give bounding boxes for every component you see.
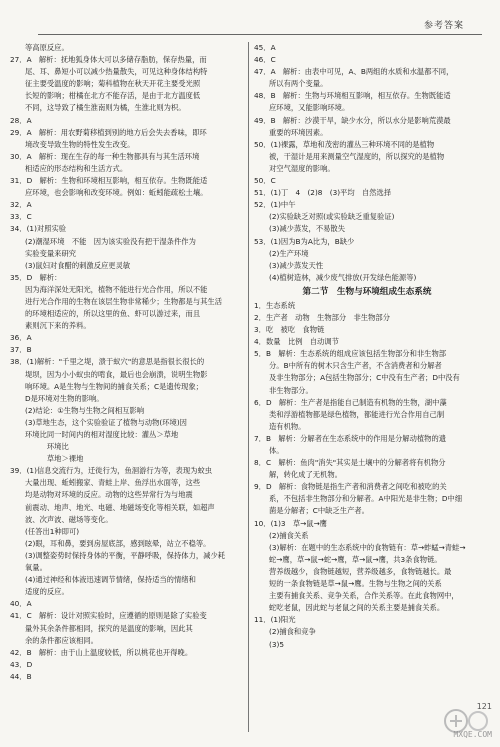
answer-line: 蛇吃老鼠，因此蛇与老鼠之间的关系主要是捕食关系。 [269,603,445,613]
answer-line: 长短的影响；柑橘在北方不能存活，是由于北方温度低 [25,91,201,101]
answer-line: 33．C [10,212,32,222]
answer-line: 系，不包括非生物部分和分解者。A中阳光是非生物；D中细 [269,494,463,504]
answer-line: 分。B中所有的树木只含生产者，不含消费者和分解者 [269,361,442,371]
answer-line: 39．(1)信息交流行为，迁徙行为，鱼洄游行为等，表现为蚊虫 [10,466,213,476]
answer-line: 41．C 解析：设计对照实验时，应遵循的原则是除了实验变 [10,611,207,621]
answer-line: 堤坝，因为小小蚁虫的啃食，最后也会崩溃，说明生物影 [25,369,208,379]
answer-line: 3．吃 被吃 食物链 [254,325,325,335]
answer-line: 30．A 解析：现在生存的每一种生物都具有与其生活环境 [10,151,200,161]
answer-line: 42．B 解析：由于山上温度较低，所以桃花也开得晚。 [10,647,193,657]
answer-line: 44．B [10,671,32,681]
answer-line: 31．D 解析：生物和环境相互影响，相互依存。生物既能适 [10,176,208,186]
answer-line: 营养级越少，食物链越短，营养级越多，食物链越长。最 [269,566,452,576]
answer-line: 蛇→鹰，草→鼠→蛇→鹰，草→鼠→鹰，共3条食物链。 [269,554,442,564]
answer-line: 51．(1)丁 4 (2)8 (3)平均 自然选择 [254,188,392,198]
header-rule [38,34,482,35]
answer-line: (2)结论：①生物与生物之间相互影响 [25,405,145,415]
answer-line: 对空气湿度的影响。 [269,163,335,173]
right-bottom-answers [254,300,480,651]
answer-line: 主要有捕食关系、竞争关系，合作关系等。在此食物网中， [269,591,459,601]
answer-line: 适度的反应。 [25,587,69,597]
answer-line: 重要的环境因素。 [269,127,328,137]
answer-line: 32．A [10,200,32,210]
answer-line: 被，干湿计是用来测量空气湿度的，所以探究的是植物 [269,151,445,161]
section-title: 第二节 生物与环境组成生态系统 [302,286,432,297]
answer-line: 氧量。 [25,563,47,573]
answer-line: 所以有两个变量。 [269,79,328,89]
answer-line: 5．B 解析：生态系统的组成应该包括生物部分和非生物部 [254,349,447,359]
answer-line: 37．B [10,345,32,355]
answer-line: 等高原反应。 [25,43,69,52]
answer-line: 非生物部分。 [269,385,313,395]
left-column [10,42,236,683]
answer-line: 类和浮游植物都是绿色植物，都能进行光合作用自己制 [269,409,445,419]
answer-line: (4)植树造林，减少废气排放(开发绿色能源等) [269,272,417,282]
answer-line: 实验变量来研究 [25,248,77,258]
answer-line: 量外其余条件都相同，探究的是温度的影响，因此其 [25,623,193,633]
answer-line: 均是动物对环境的反应。动物的这些异常行为与地震 [25,490,193,500]
answer-line: 1．生态系统 [254,300,296,310]
answer-line: (任答出1种即可) [25,526,80,536]
answer-line: 46．C [254,55,276,65]
answer-line: (2)眼，耳和鼻，要到房屋底部，感到眩晕，站立不稳等。 [25,538,211,548]
answer-line: 8．C 解析：鱼肉"消失"其实是土壤中的分解者将有机物分 [254,458,446,468]
answer-line: 36．A [10,333,32,343]
answer-line: 草地＞裸地 [25,454,84,464]
answer-line: 余的条件都应该相同。 [25,635,98,645]
answer-line: (2)捕食关系 [269,530,309,540]
answer-line: 体。 [269,446,284,455]
answer-line: 解，转化成了无机物。 [269,470,342,480]
answer-line: 28．A [10,115,32,125]
answer-line: 菌是分解者；C中缺乏生产者。 [269,506,369,516]
answer-line: 47．A 解析：由表中可见，A、B两组的水质和水温都不同， [254,67,454,77]
answer-line: (3)鼠妇对食醋的刺激反应更灵敏 [25,260,131,270]
column-divider [248,42,249,732]
answer-line: 50．C [254,176,276,186]
answer-line: 短的一条食物链是草→鼠→鹰。生物与生物之间的关系 [269,579,442,589]
answer-line: (3)调整姿势时保持身体的平衡，平静呼吸，保持体力，减少耗 [25,550,226,560]
answer-line: (2)生产环境 [269,248,309,258]
answer-line: (3)草地生态，这个实验验证了植物与动物(环境)因 [25,417,187,427]
answer-line: 的环境相适应的，所以这里的鱼、虾可以游过来，而且 [25,309,201,319]
page-header [10,0,490,36]
answer-line: 响环境。A是生物与生物间的捕食关系；C是遗传现象； [25,381,203,391]
answer-line: 素则沉下来的养料。 [25,321,91,331]
answer-line: (4)通过神经和体液迅速调节情绪，保持适当的情绪和 [25,575,196,585]
answer-line: 环境比 [25,442,69,452]
answer-line: 征主要受温度的影响；菊科植物在秋天开花主要受光照 [25,79,201,89]
answer-line: 7．B 解析：分解者在生态系统中的作用是分解动植物的遗 [254,433,447,443]
watermark-text: MXQE.COM [453,730,492,739]
answer-line: 4．数量 比例 自动调节 [254,337,339,347]
answer-line: 45．A [254,43,276,52]
answer-line: 应环境，也会影响和改变环境。例如：蚯蚓能疏松土壤。 [25,188,208,198]
answer-line: 尾、耳、鼻短小可以减少热量散失，可见这种身体结构特 [25,67,208,77]
answer-line: (2)实验缺乏对照(或实验缺乏重复验证) [269,212,395,222]
right-column [254,42,480,651]
answer-line: 应环境，又能影响环境。 [269,103,350,113]
answer-line: 境改变导致生物的特性发生改变。 [25,139,135,149]
answer-line: 大量出现、蚯蚓搬家、青蛙上岸、鱼浮出水面等，这些 [25,478,201,488]
answer-line: 前震动、地声、地光、电磁、地磁场变化等相关联，如超声 [25,502,215,512]
answer-line: 波、次声波、磁场等变化。 [25,514,113,524]
answer-line: 27．A 解析：抚地狐身体大可以多储存脂肪，保存热量，而 [10,55,207,65]
answer-line: 29．A 解析：用农野菊移植到别的地方后会失去香味，即环 [10,127,207,137]
answer-line: 造有机物。 [269,421,306,431]
answer-line: 52．(1)中午 [254,200,296,210]
answer-line: 9．D 解析：食物链是指生产者和消费者之间吃和被吃的关 [254,482,447,492]
right-top-answers [254,42,480,284]
answer-line: 34．(1)对照实验 [10,224,67,234]
answer-line: 因为海洋深处无阳光，植物不能进行光合作用，所以不能 [25,284,208,294]
answer-line: 及非生物部分；A包括生物部分；C中没有生产者；D中没有 [269,373,460,383]
page-number: 121 [476,702,492,711]
header-title: 参考答案 [423,21,464,31]
answer-line: D是环境对生物的影响。 [25,393,104,403]
answer-line: 43．D [10,659,33,669]
answer-line: 6．D 解析：生产者是指能自己制造有机物的生物，湖中藻 [254,397,447,407]
answer-line: 48．B 解析：生物与环境相互影响，相互依存。生物既能适 [254,91,451,101]
answer-line: 2．生产者 动物 生物部分 非生物部分 [254,312,390,322]
answer-line: 不同，这导致了橘生淮南则为橘，生淮北则为枳。 [25,103,186,113]
answer-line: 40．A [10,599,32,609]
answer-line: 35．D 解析： [10,272,62,282]
answer-line: (2)潮湿环境 不能 因为该实验没有把干湿条件作为 [25,236,196,246]
answer-line: 10．(1)3 草→鼠→鹰 [254,518,327,528]
answer-line: 11．(1)阳光 [254,615,296,625]
answer-line: 49．B 解析：沙漠干旱，缺少水分，所以水分是影响荒漠最 [254,115,451,125]
answer-line: (3)减少蒸发天性 [269,260,324,270]
answer-line: (2)捕食和竞争 [269,627,316,637]
answer-line: 进行光合作用的生物在该层生物非常稀少；生物都是与其生活 [25,296,223,306]
answer-line: 50．(1)裸露，草地和茂密的灌丛三种环境不同的是植物 [254,139,435,149]
answer-line: (3)5 [269,639,284,649]
answer-line: 相适应的形态结构和生活方式。 [25,163,128,173]
answer-line: 38．(1)解析："千里之堤，溃于蚁穴"的意思是指很长很长的 [10,357,205,367]
answer-line: (3)减少蒸发，不易散失 [269,224,346,234]
answer-line: 环境比同一时间内的相对湿度比较：灌丛＞草地 [25,430,179,439]
answer-line: (3)解析：在题中的生态系统中的食物链有：草→蚱蜢→青蛙→ [269,542,466,552]
answer-line: 53．(1)因为B为A比为，B缺少 [254,236,355,246]
